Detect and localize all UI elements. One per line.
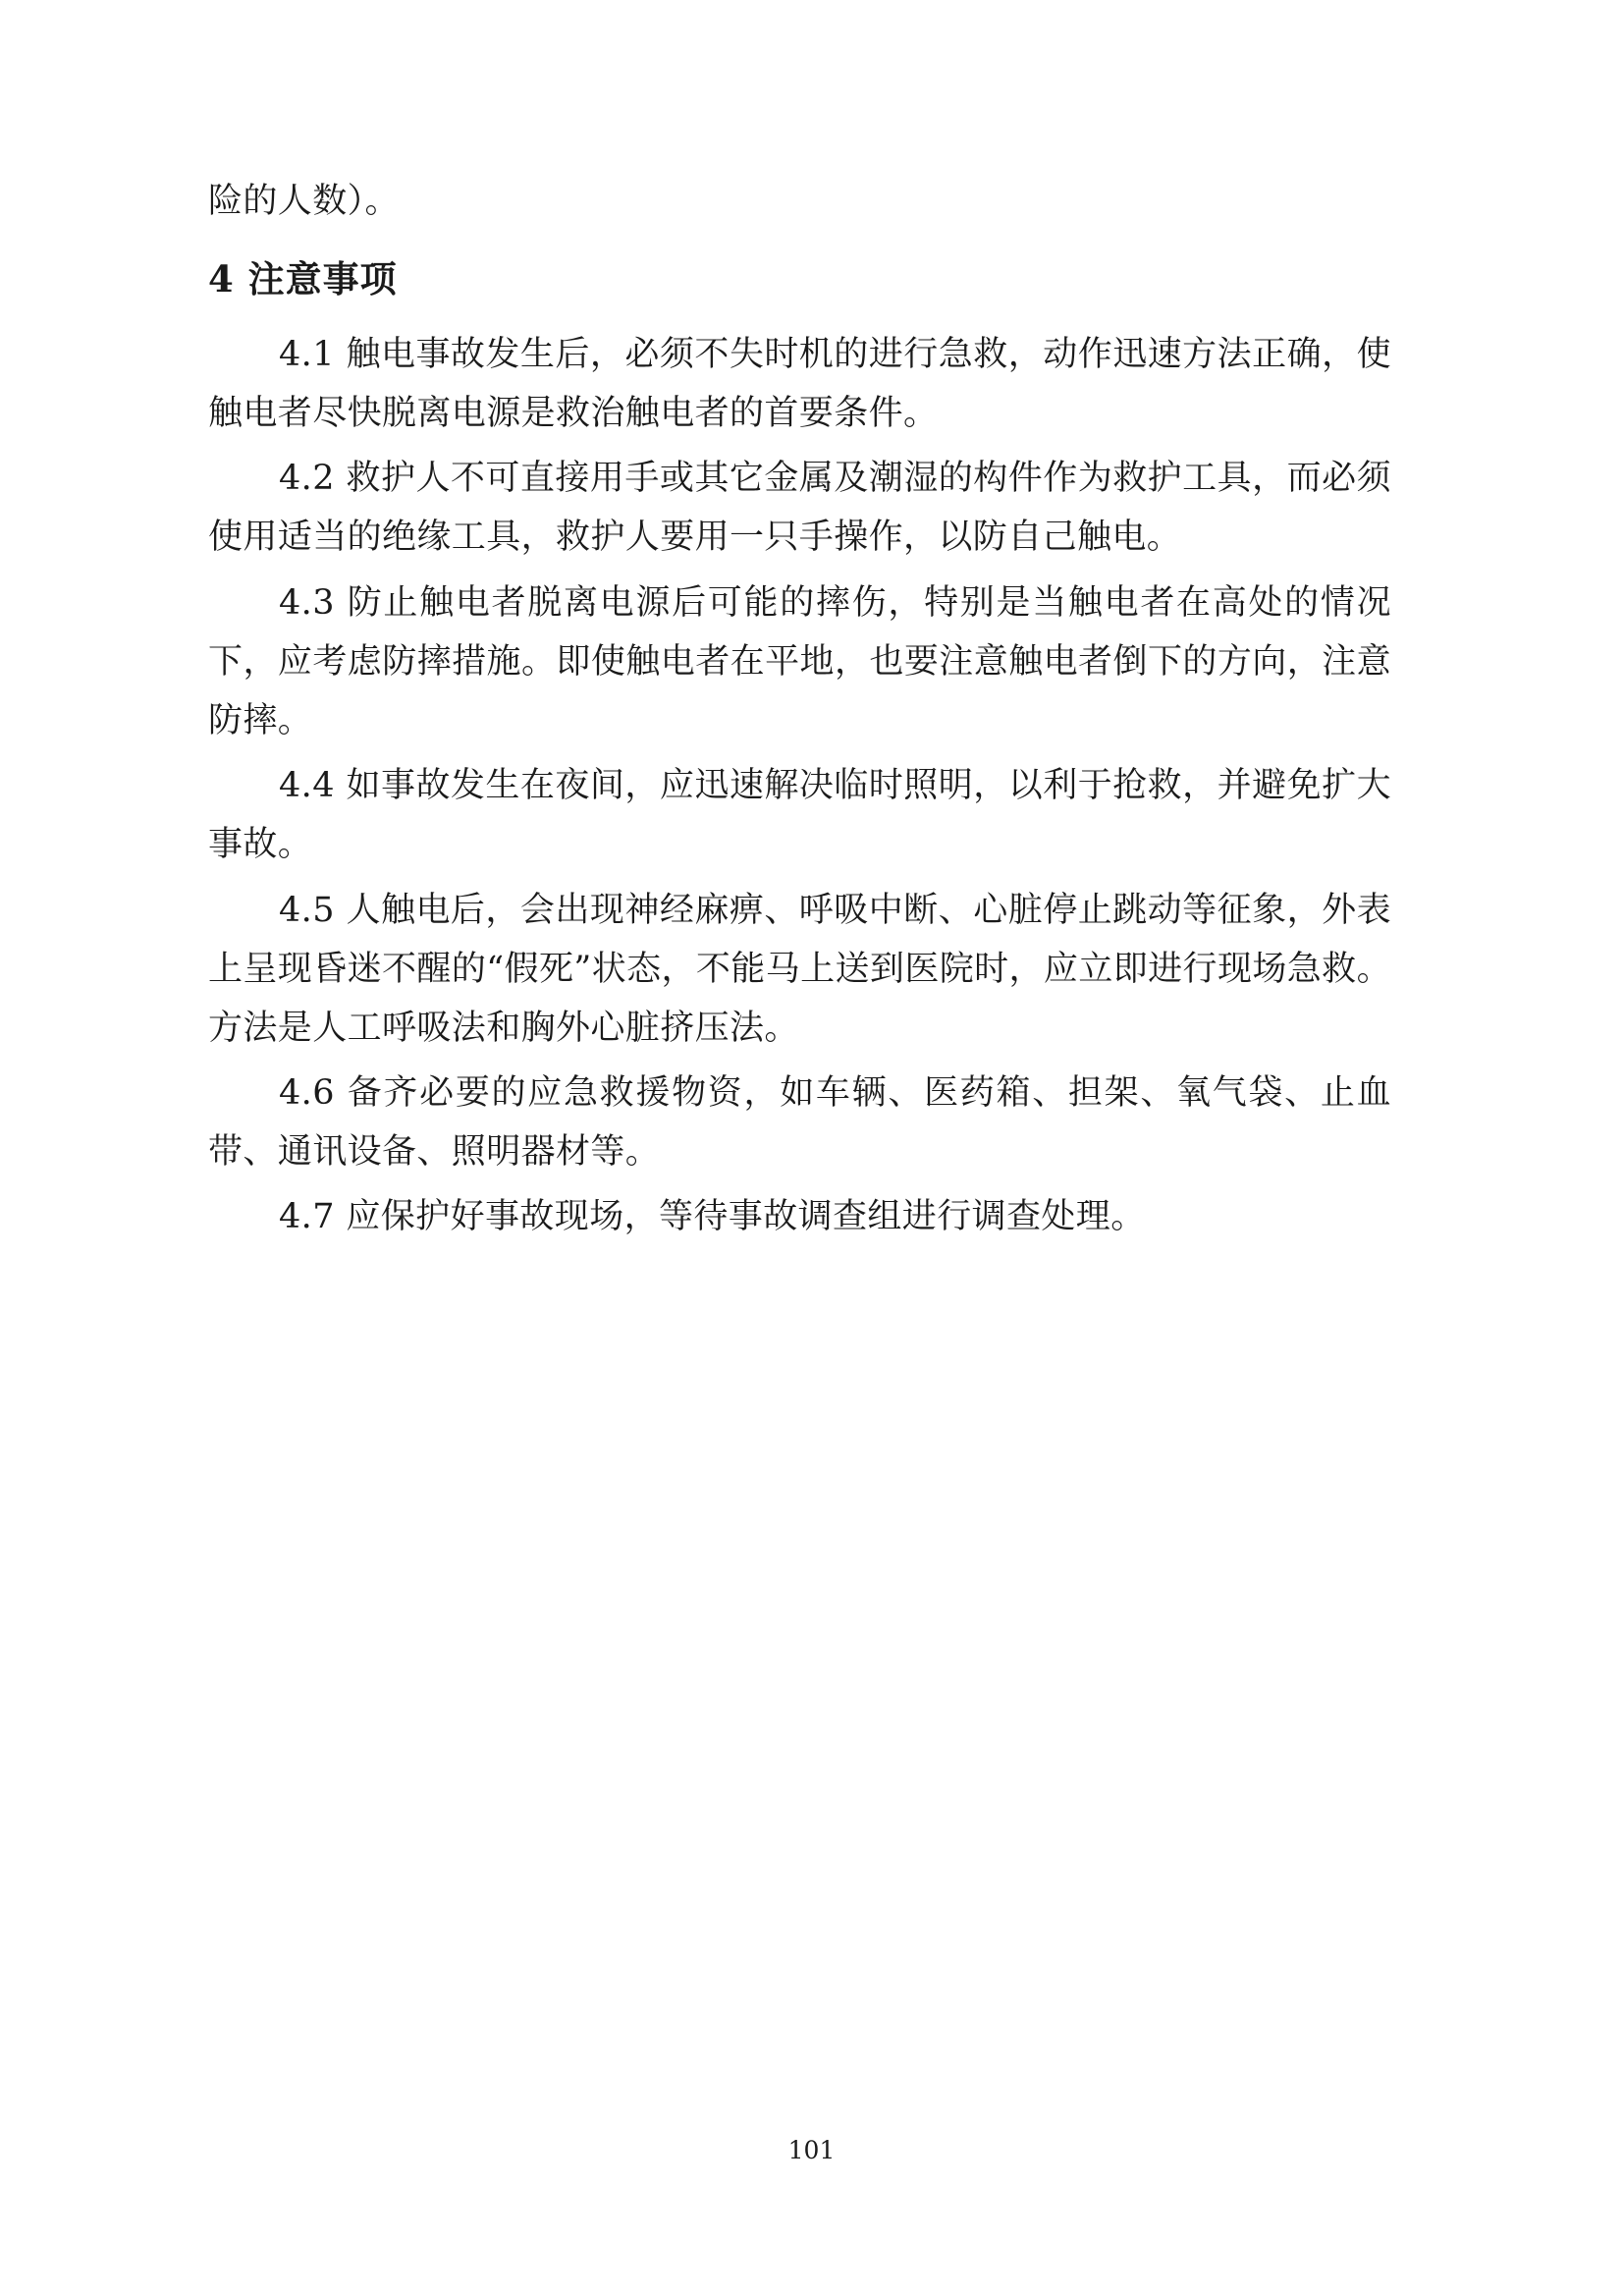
page-number: 101: [787, 2136, 836, 2164]
page-content: [208, 172, 1391, 1253]
list-item: 4.7 应保护好事故现场，等待事故调查组进行调查处理。: [279, 1197, 1146, 1237]
section-number: 4: [208, 257, 235, 301]
list-item: 4.2 救护人不可直接用手或其它金属及潮湿的构件作为救护工具，而必须使用适当的绝缘工具，救护人要用一只手操作，以防自己触电。: [208, 459, 1391, 558]
list-item: 4.6 备齐必要的应急救援物资，如车辆、医药箱、担架、氧气袋、止血带、通讯设备、照明器材等。: [208, 1073, 1391, 1173]
list-item: 4.3 防止触电者脱离电源后可能的摔伤，特别是当触电者在高处的情况下，应考虑防摔措施。即使触电者在平地，也要注意触电者倒下的方向，注意防摔。: [208, 582, 1391, 740]
list-item: 4.5 人触电后，会出现神经麻痹、呼吸中断、心脏停止跳动等征象，外表上呈现昏迷不醒的“假死”状态，不能马上送到医院时，应立即进行现场急救。方法是人工呼吸法和胸外心脏挤压法。: [208, 890, 1391, 1048]
section-heading: [208, 248, 1391, 311]
list-item: 4.4 如事故发生在夜间，应迅速解决临时照明，以利于抢救，并避免扩大事故。: [208, 766, 1391, 865]
notes-list: [208, 325, 1391, 1247]
section-title: 注意事项: [247, 257, 398, 301]
list-item: 4.1 触电事故发生后，必须不失时机的进行急救，动作迅速方法正确，使触电者尽快脱离电源是救治触电者的首要条件。: [208, 334, 1391, 433]
continued-paragraph: 险的人数）。: [208, 182, 400, 221]
